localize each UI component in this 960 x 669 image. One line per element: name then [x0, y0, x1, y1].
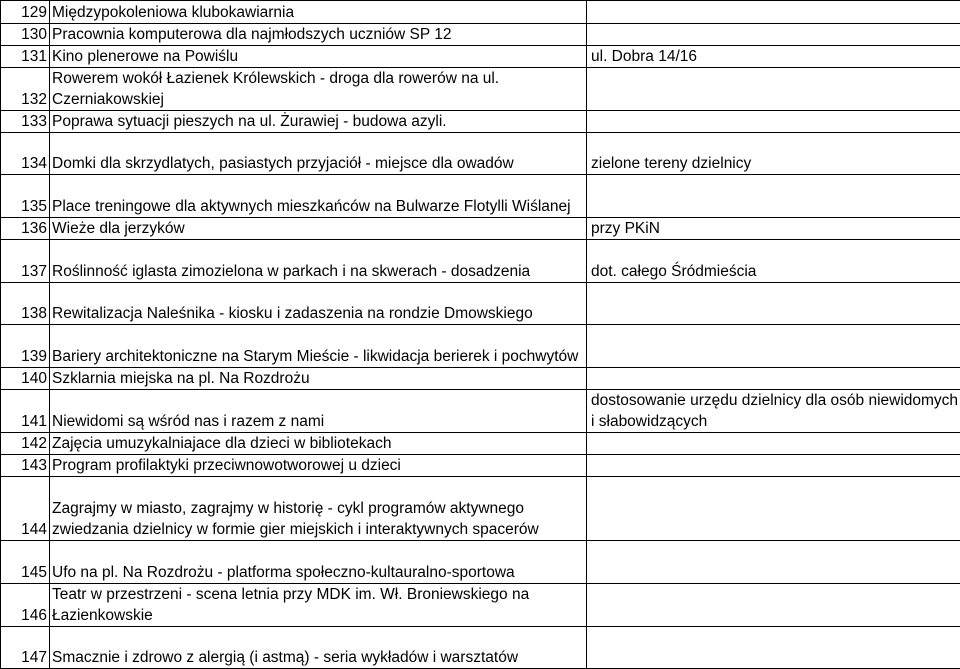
row-number: 132 [1, 68, 50, 111]
table-row [1, 433, 960, 455]
table-row [1, 283, 960, 325]
row-description: Smacznie i zdrowo z alergią (i astmą) - seria wykładów i warsztatów [50, 627, 587, 669]
row-number: 139 [1, 325, 50, 368]
row-description: Kino plenerowe na Powiślu [50, 46, 587, 68]
row-note [587, 433, 960, 455]
row-description: Place treningowe dla aktywnych mieszkańców na Bulwarze Flotylli Wiślanej [50, 175, 587, 218]
row-description: Międzypokoleniowa klubokawiarnia [50, 1, 587, 24]
row-number: 147 [1, 627, 50, 669]
table-row [1, 541, 960, 584]
row-note [587, 455, 960, 477]
row-note: zielone tereny dzielnicy [587, 133, 960, 175]
row-note: ul. Dobra 14/16 [587, 46, 960, 68]
row-note: dot. całego Śródmieścia [587, 240, 960, 283]
row-number: 131 [1, 46, 50, 68]
table-row [1, 627, 960, 669]
row-description: Rewitalizacja Naleśnika - kiosku i zadaszenia na rondzie Dmowskiego [50, 283, 587, 325]
row-description: Bariery architektoniczne na Starym Mieście - likwidacja berierek i pochwytów [50, 325, 587, 368]
row-description: Domki dla skrzydlatych, pasiastych przyjaciół - miejsce dla owadów [50, 133, 587, 175]
row-number: 130 [1, 24, 50, 46]
row-number: 144 [1, 477, 50, 541]
row-description: Program profilaktyki przeciwnowotworowej u dzieci [50, 455, 587, 477]
row-description: Pracownia komputerowa dla najmłodszych uczniów SP 12 [50, 24, 587, 46]
row-note [587, 627, 960, 669]
row-number: 142 [1, 433, 50, 455]
table-row [1, 46, 960, 68]
row-description: Wieże dla jerzyków [50, 218, 587, 240]
row-number: 140 [1, 368, 50, 390]
row-note [587, 541, 960, 584]
table-row [1, 68, 960, 111]
row-description: Szklarnia miejska na pl. Na Rozdrożu [50, 368, 587, 390]
table-row [1, 133, 960, 175]
table-row [1, 584, 960, 627]
row-note: przy PKiN [587, 218, 960, 240]
row-note [587, 283, 960, 325]
row-description: Poprawa sytuacji pieszych na ul. Żurawiej - budowa azyli. [50, 111, 587, 133]
row-note [587, 584, 960, 627]
row-description: Zajęcia umuzykalniajace dla dzieci w bibliotekach [50, 433, 587, 455]
row-number: 146 [1, 584, 50, 627]
row-number: 133 [1, 111, 50, 133]
table-row [1, 325, 960, 368]
table-row [1, 240, 960, 283]
row-description: Roślinność iglasta zimozielona w parkach i na skwerach - dosadzenia [50, 240, 587, 283]
row-number: 135 [1, 175, 50, 218]
table-row [1, 175, 960, 218]
row-note [587, 477, 960, 541]
row-note [587, 1, 960, 24]
row-number: 138 [1, 283, 50, 325]
row-description: Rowerem wokół Łazienek Królewskich - droga dla rowerów na ul. Czerniakowskiej [50, 68, 587, 111]
row-number: 145 [1, 541, 50, 584]
table-row [1, 455, 960, 477]
row-description: Niewidomi są wśród nas i razem z nami [50, 390, 587, 433]
table-row [1, 477, 960, 541]
row-number: 143 [1, 455, 50, 477]
row-description: Ufo na pl. Na Rozdrożu - platforma społeczno-kultauralno-sportowa [50, 541, 587, 584]
row-note: dostosowanie urzędu dzielnicy dla osób niewidomych i słabowidzących [587, 390, 960, 433]
row-note [587, 111, 960, 133]
row-number: 141 [1, 390, 50, 433]
row-note [587, 325, 960, 368]
table-row [1, 111, 960, 133]
table-row [1, 368, 960, 390]
row-description: Zagrajmy w miasto, zagrajmy w historię - cykl programów aktywnego zwiedzania dzielnicy w formie gier miejskich i interaktywnych spacerów [50, 477, 587, 541]
table-row [1, 218, 960, 240]
table-row [1, 390, 960, 433]
row-number: 134 [1, 133, 50, 175]
row-number: 136 [1, 218, 50, 240]
table-row [1, 24, 960, 46]
row-number: 129 [1, 1, 50, 24]
row-description: Teatr w przestrzeni - scena letnia przy MDK im. Wł. Broniewskiego na Łazienkowskie [50, 584, 587, 627]
row-note [587, 24, 960, 46]
row-note [587, 175, 960, 218]
table-row [1, 1, 960, 24]
row-number: 137 [1, 240, 50, 283]
row-note [587, 368, 960, 390]
row-note [587, 68, 960, 111]
